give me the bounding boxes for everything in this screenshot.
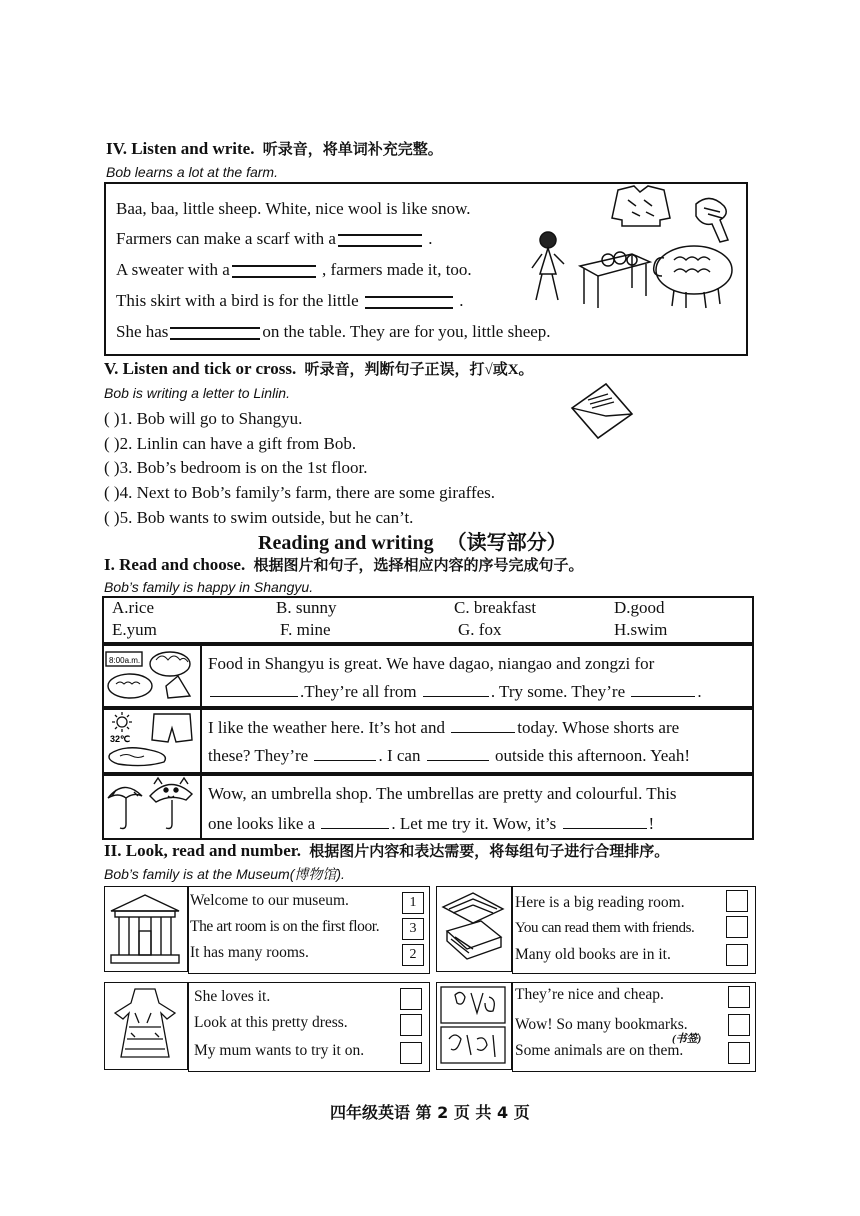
part4-title (106, 138, 443, 159)
part5-title (104, 358, 534, 379)
answer-blank[interactable] (210, 682, 298, 697)
answer-blank[interactable] (170, 327, 260, 340)
g3-sentence-3: My mum wants to try it on. (194, 1042, 365, 1059)
option-g: G. fox (458, 620, 502, 639)
q1-line2 (208, 682, 702, 702)
farm-illustration (524, 184, 740, 314)
q3-line1: Wow, an umbrella shop. The umbrellas are pretty and colourful. This (208, 784, 677, 803)
divider (200, 710, 202, 772)
option-b: B. sunny (276, 598, 337, 617)
books-picture (436, 886, 512, 972)
part2-title-cn: 根据图片内容和表达需要，将每组句子进行合理排序。 (309, 844, 670, 860)
part1-title-cn: 根据图片和句子，选择相应内容的序号完成句子。 (253, 558, 584, 574)
option-h: H.swim (614, 620, 668, 639)
order-box[interactable]: 1 (402, 892, 424, 914)
table-icon (580, 252, 650, 308)
sweater-icon (612, 186, 670, 226)
order-box[interactable] (728, 1042, 750, 1064)
order-box[interactable] (728, 986, 750, 1008)
clock-time: 8:00a.m. (109, 656, 141, 665)
part4-line4 (116, 291, 463, 311)
g1-sentence-3: It has many rooms. (190, 944, 309, 961)
answer-blank[interactable] (631, 682, 695, 697)
answer-blank[interactable] (365, 296, 453, 309)
q3-text-b: one looks like a (208, 814, 316, 833)
part4-subtitle: Bob learns a lot at the farm. (106, 164, 278, 180)
order-box[interactable] (400, 1014, 422, 1036)
bookmark-icon (441, 987, 505, 1063)
q2-text-d: . I can (378, 746, 421, 765)
divider (200, 646, 202, 706)
page-footer: 四年级英语 第 2 页 共 4 页 (330, 1103, 530, 1122)
answer-blank[interactable] (314, 746, 376, 761)
answer-blank[interactable] (563, 814, 647, 829)
part5-item-3: ( )3. Bob’s bedroom is on the 1st floor. (104, 458, 368, 477)
rw-title-cn: （读写部分） (446, 532, 567, 554)
part5-item-1: ( )1. Bob will go to Shangyu. (104, 409, 303, 428)
option-a: A.rice (112, 598, 155, 617)
part2-title (104, 840, 669, 861)
order-box[interactable] (726, 916, 748, 938)
scarf-icon (696, 198, 728, 242)
order-box[interactable]: 2 (402, 944, 424, 966)
part1-subtitle: Bob’s family is happy in Shangyu. (104, 579, 314, 595)
weather-picture (104, 710, 198, 768)
answer-blank[interactable] (451, 718, 515, 733)
q2-text-b: today. Whose shorts are (517, 718, 680, 737)
breakfast-picture (104, 646, 198, 704)
part5-item-5: ( )5. Bob wants to swim outside, but he can’t. (104, 508, 414, 527)
part4-line3-end: , farmers made it, too. (322, 260, 472, 279)
fox-umbrella-icon (150, 778, 192, 829)
part2-subtitle: Bob’s family is at the Museum(博物馆). (104, 866, 345, 882)
part4-title-en: IV. Listen and write. (106, 139, 255, 158)
g4-sentence-2: Wow! So many bookmarks. (515, 1016, 688, 1033)
part5-item-4: ( )4. Next to Bob’s family’s farm, there are some giraffes. (104, 483, 496, 502)
sun-icon (112, 712, 132, 732)
umbrella-picture (104, 776, 198, 834)
q1-line1: Food in Shangyu is great. We have dagao, niangao and zongzi for (208, 654, 655, 673)
g1-sentence-1: Welcome to our museum. (190, 892, 349, 909)
part5-subtitle: Bob is writing a letter to Linlin. (104, 385, 290, 401)
option-f: F. mine (280, 620, 331, 639)
answer-blank[interactable] (338, 234, 422, 247)
q1-text-d: . (697, 682, 702, 701)
part4-line4-text: This skirt with a bird is for the little (116, 291, 359, 310)
order-box[interactable] (726, 890, 748, 912)
part4-line2-end: . (428, 229, 433, 248)
part1-title (104, 554, 583, 575)
part2-title-en: II. Look, read and number. (104, 841, 301, 860)
q3-line2 (208, 814, 654, 834)
part5-item-2: ( )2. Linlin can have a gift from Bob. (104, 434, 357, 453)
q2-text-e: outside this afternoon. Yeah! (494, 746, 690, 765)
option-e: E.yum (112, 620, 157, 639)
umbrella-icon (108, 787, 142, 828)
part5-title-cn: 听录音，判断句子正误，打√或X。 (304, 362, 534, 378)
q2-text-a: I like the weather here. It’s hot and (208, 718, 445, 737)
g1-sentence-2: The art room is on the first floor. (190, 918, 380, 935)
option-c: C. breakfast (454, 598, 537, 617)
q1-text-c: . Try some. They’re (490, 682, 626, 701)
order-box[interactable]: 3 (402, 918, 424, 940)
part4-line1: Baa, baa, little sheep. White, nice wool is like snow. (116, 199, 471, 218)
answer-blank[interactable] (321, 814, 389, 829)
q2-line1 (208, 718, 679, 738)
g2-sentence-3: Many old books are in it. (515, 946, 671, 963)
bookmark-note: (书签) (672, 1033, 702, 1045)
books-icon (443, 893, 503, 959)
museum-icon (111, 895, 179, 963)
answer-blank[interactable] (232, 265, 316, 278)
g4-sentence-1: They’re nice and cheap. (515, 986, 664, 1003)
pool-icon (109, 748, 165, 766)
part4-title-cn: 听录音，将单词补充完整。 (262, 142, 443, 158)
q3-text-d: ! (648, 814, 655, 833)
answer-blank[interactable] (423, 682, 489, 697)
rw-title-en: Reading and writing (258, 532, 434, 554)
g3-sentence-1: She loves it. (194, 988, 271, 1005)
option-d: D.good (614, 598, 665, 617)
part4-line5 (116, 322, 551, 342)
bookmarks-picture (436, 982, 512, 1070)
part4-line5-end: on the table. They are for you, little sheep. (262, 322, 551, 341)
part5-title-en: V. Listen and tick or cross. (104, 359, 297, 378)
g3-sentence-2: Look at this pretty dress. (194, 1014, 348, 1031)
g2-sentence-2: You can read them with friends. (515, 920, 695, 936)
order-box[interactable] (726, 944, 748, 966)
q1-text-b: .They’re all from (300, 682, 417, 701)
answer-blank[interactable] (427, 746, 489, 761)
q3-text-c: . Let me try it. Wow, it’s (391, 814, 557, 833)
dress-icon (115, 989, 175, 1057)
divider (200, 776, 202, 838)
order-box[interactable] (400, 988, 422, 1010)
g2-sentence-1: Here is a big reading room. (515, 894, 685, 911)
temperature-label: 32℃ (110, 734, 131, 744)
order-box[interactable] (728, 1014, 750, 1036)
museum-picture (104, 886, 188, 972)
shorts-icon (152, 714, 192, 742)
envelope-icon (566, 380, 636, 440)
part4-line3 (116, 260, 472, 280)
sheep-icon (654, 246, 732, 308)
g4-sentence-3: Some animals are on them. (515, 1042, 684, 1059)
part1-title-en: I. Read and choose. (104, 555, 246, 574)
q2-text-c: these? They’re (208, 746, 309, 765)
reading-writing-title (258, 526, 567, 555)
part4-line5-text: She has (116, 322, 169, 341)
girl-icon (532, 232, 564, 300)
q2-line2 (208, 746, 690, 766)
part4-line4-end: . (459, 291, 464, 310)
part4-line2-text: Farmers can make a scarf with a (116, 229, 336, 248)
order-box[interactable] (400, 1042, 422, 1064)
dress-picture (104, 982, 188, 1070)
part4-line2 (116, 229, 432, 249)
part4-line3-text: A sweater with a (116, 260, 230, 279)
